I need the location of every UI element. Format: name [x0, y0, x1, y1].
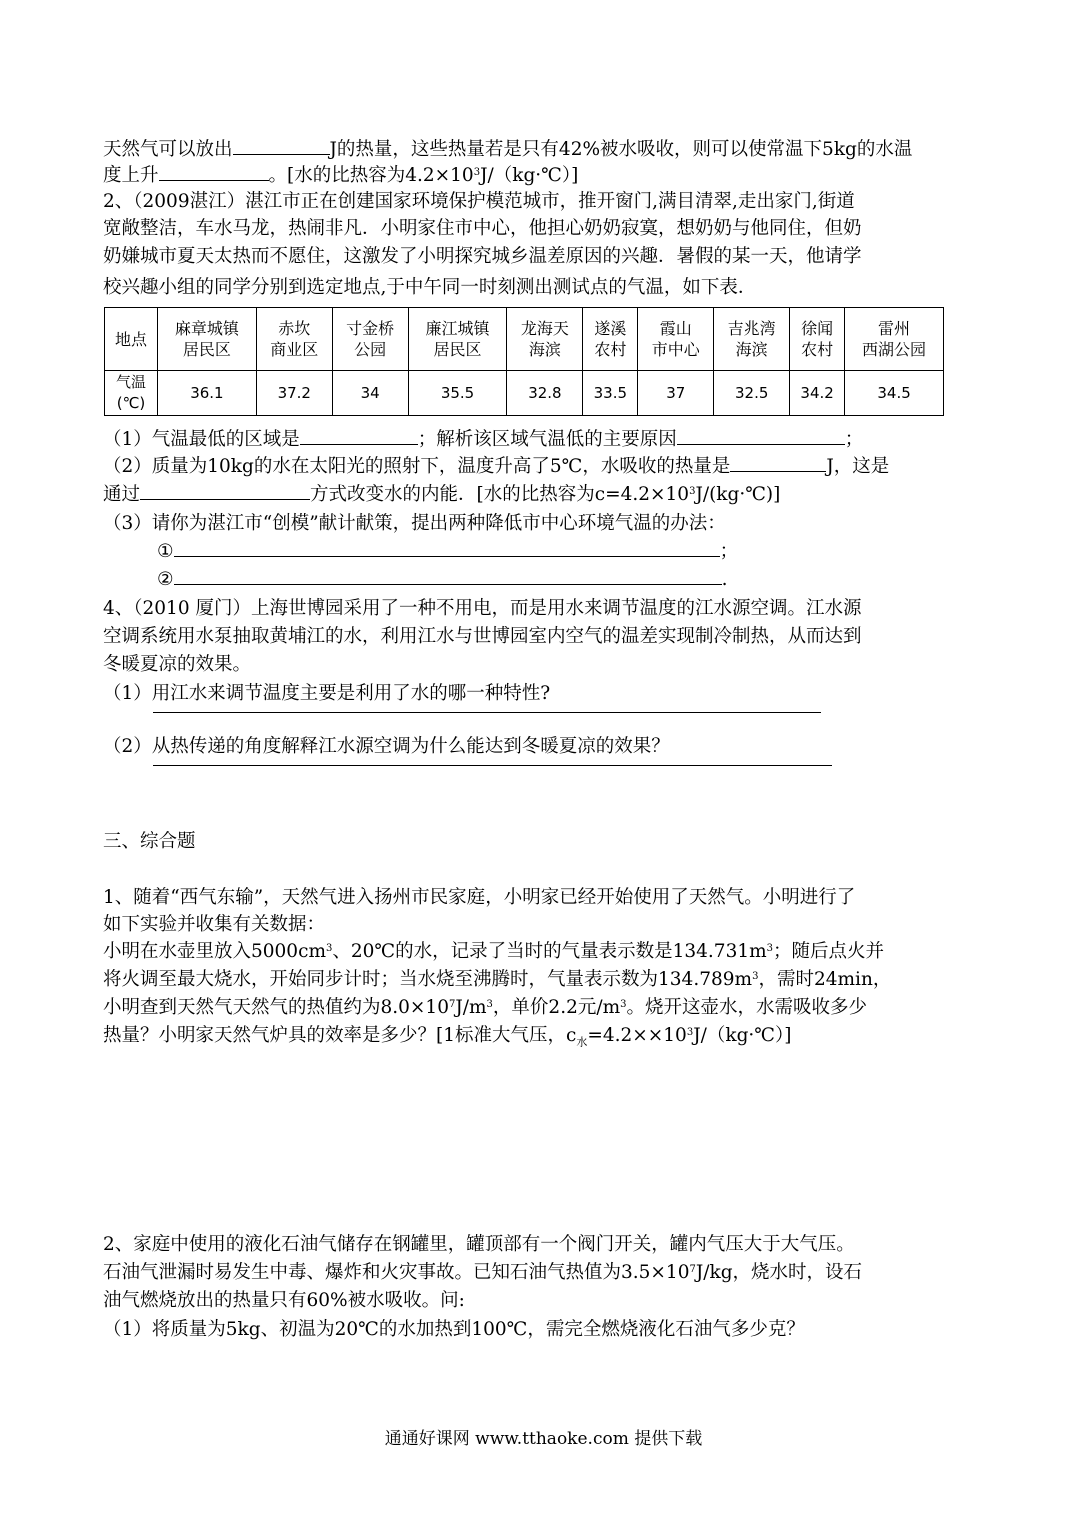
- text-line: 将火调至最大烧水，开始同步计时；当水烧至沸腾时，气量表示数为$134.789m^3$，需时24min，: [103, 969, 892, 990]
- table-header-cell: 雷州 西湖公园: [845, 308, 944, 371]
- table-header-cell: 赤坎 商业区: [256, 308, 332, 371]
- page-footer: 通通好课网 www.tthaoke.com 提供下载: [384, 1429, 703, 1449]
- answer-blank[interactable]: [140, 484, 310, 500]
- answer-blank[interactable]: [677, 429, 845, 445]
- text-line: 小明查到天然气天然气的热值约为$8.0\times 10^7J/m^3$，单价2.2元$/m^3$。烧开这壶水，水需吸收多少: [103, 997, 868, 1018]
- text-line: 冬暖夏凉的效果。: [103, 654, 252, 675]
- text-line: 如下实验并收集有关数据：: [103, 914, 326, 935]
- table-header-cell: 霞山 市中心: [638, 308, 714, 371]
- answer-line-2: ② .: [157, 569, 728, 590]
- question-2-cont: 通过 方式改变水的内能．[水的比热容为$c=4.2\times 10^3J/(kg\cdot℃)$]: [103, 484, 781, 505]
- table-header-cell: 龙海天 海滨: [507, 308, 583, 371]
- text-line: 1、随着“西气东输”，天然气进入扬州市民家庭，小明家已经开始使用了天然气。小明进行了: [103, 887, 856, 908]
- answer-line-1: ① ；: [157, 541, 739, 562]
- table-cell: 34.5: [845, 371, 944, 416]
- answer-blank[interactable]: [174, 569, 722, 585]
- text-line: 2、（2009湛江）湛江市正在创建国家环境保护模范城市，推开窗门,满目清翠,走出家门,街道: [103, 191, 855, 212]
- table-header-cell: 廉江城镇 居民区: [408, 308, 507, 371]
- table-cell: 32.8: [507, 371, 583, 416]
- section-heading: 三、综合题: [103, 831, 196, 852]
- table-header-cell: 吉兆湾 海滨: [714, 308, 790, 371]
- table-header-cell: 麻章城镇 居民区: [158, 308, 257, 371]
- table-header-cell: 寸金桥 公园: [332, 308, 408, 371]
- table-header-cell: 遂溪 农村: [583, 308, 638, 371]
- table-row-label: 气温 (℃): [105, 371, 158, 416]
- table-row: [105, 371, 944, 416]
- answer-line[interactable]: [153, 765, 832, 766]
- table-cell: 34: [332, 371, 408, 416]
- table-header-cell: 徐闻 农村: [790, 308, 845, 371]
- answer-blank[interactable]: [159, 165, 269, 181]
- text-line: 2、家庭中使用的液化石油气储存在钢罐里，罐顶部有一个阀门开关，罐内气压大于大气压。: [103, 1234, 855, 1255]
- text-line: 小明在水壶里放入$5000cm^3$、20℃的水，记录了当时的气量表示数是$134.731m^3$；随后点火并: [103, 941, 885, 962]
- answer-blank[interactable]: [233, 139, 330, 155]
- question-2: （2）质量为10kg的水在太阳光的照射下，温度升高了5℃，水吸收的热量是 J，这是: [103, 456, 890, 477]
- question-line: （1）用江水来调节温度主要是利用了水的哪一种特性?: [103, 683, 551, 704]
- question-3: （3）请你为湛江市“创模”献计献策，提出两种降低市中心环境气温的办法：: [103, 513, 726, 534]
- text-line: 4、（2010 厦门）上海世博园采用了一种不用电，而是用水来调节温度的江水源空调。江水源: [103, 598, 862, 619]
- question-line: （2）从热传递的角度解释江水源空调为什么能达到冬暖夏凉的效果？: [103, 736, 670, 757]
- text-line: 度上升 。[水的比热容为$4.2\times 10^3J/(kg\cdot℃)$]: [103, 165, 579, 186]
- table-header-cell: 地点: [105, 308, 158, 371]
- table-cell: 35.5: [408, 371, 507, 416]
- answer-blank[interactable]: [300, 429, 418, 445]
- text-line: 石油气泄漏时易发生中毒、爆炸和火灾事故。已知石油气热值为$3.5\times 10^7J/kg$，烧水时，设石: [103, 1262, 863, 1283]
- question-line: （1）将质量为5kg、初温为20℃的水加热到100℃，需完全燃烧液化石油气多少克？: [103, 1319, 805, 1340]
- temperature-table: [104, 307, 944, 416]
- table-cell: 32.5: [714, 371, 790, 416]
- table-cell: 33.5: [583, 371, 638, 416]
- table-cell: 37.2: [256, 371, 332, 416]
- answer-blank[interactable]: [174, 541, 720, 557]
- table-cell: 34.2: [790, 371, 845, 416]
- text-line: 空调系统用水泵抽取黄埔江的水，利用江水与世博园室内空气的温差实现制冷制热，从而达到: [103, 626, 862, 647]
- text-line: 热量？小明家天然气炉具的效率是多少？[1标准大气压，$c_水=4.2\times\times 10^3J/(kg\cdot℃)$]: [103, 1025, 792, 1049]
- question-1: （1）气温最低的区域是 ；解析该区域气温低的主要原因 ；: [103, 429, 864, 450]
- table-cell: 37: [638, 371, 714, 416]
- answer-blank[interactable]: [730, 456, 826, 472]
- text-line: 天然气可以放出 J的热量，这些热量若是只有42%被水吸收，则可以使常温下5kg的水温: [103, 139, 913, 160]
- text-line: 油气燃烧放出的热量只有60%被水吸收。问:: [103, 1290, 465, 1311]
- text-line: 校兴趣小组的同学分别到选定地点,于中午同一时刻测出测试点的气温，如下表．: [103, 277, 757, 298]
- table-cell: 36.1: [158, 371, 257, 416]
- table-header-row: [105, 308, 944, 371]
- text-line: 宽敞整洁，车水马龙，热闹非凡．小明家住市中心，他担心奶奶寂寞，想奶奶与他同住，但奶: [103, 218, 862, 239]
- answer-line[interactable]: [153, 712, 821, 713]
- text-line: 奶嫌城市夏天太热而不愿住，这激发了小明探究城乡温差原因的兴趣．暑假的某一天，他请学: [103, 246, 862, 267]
